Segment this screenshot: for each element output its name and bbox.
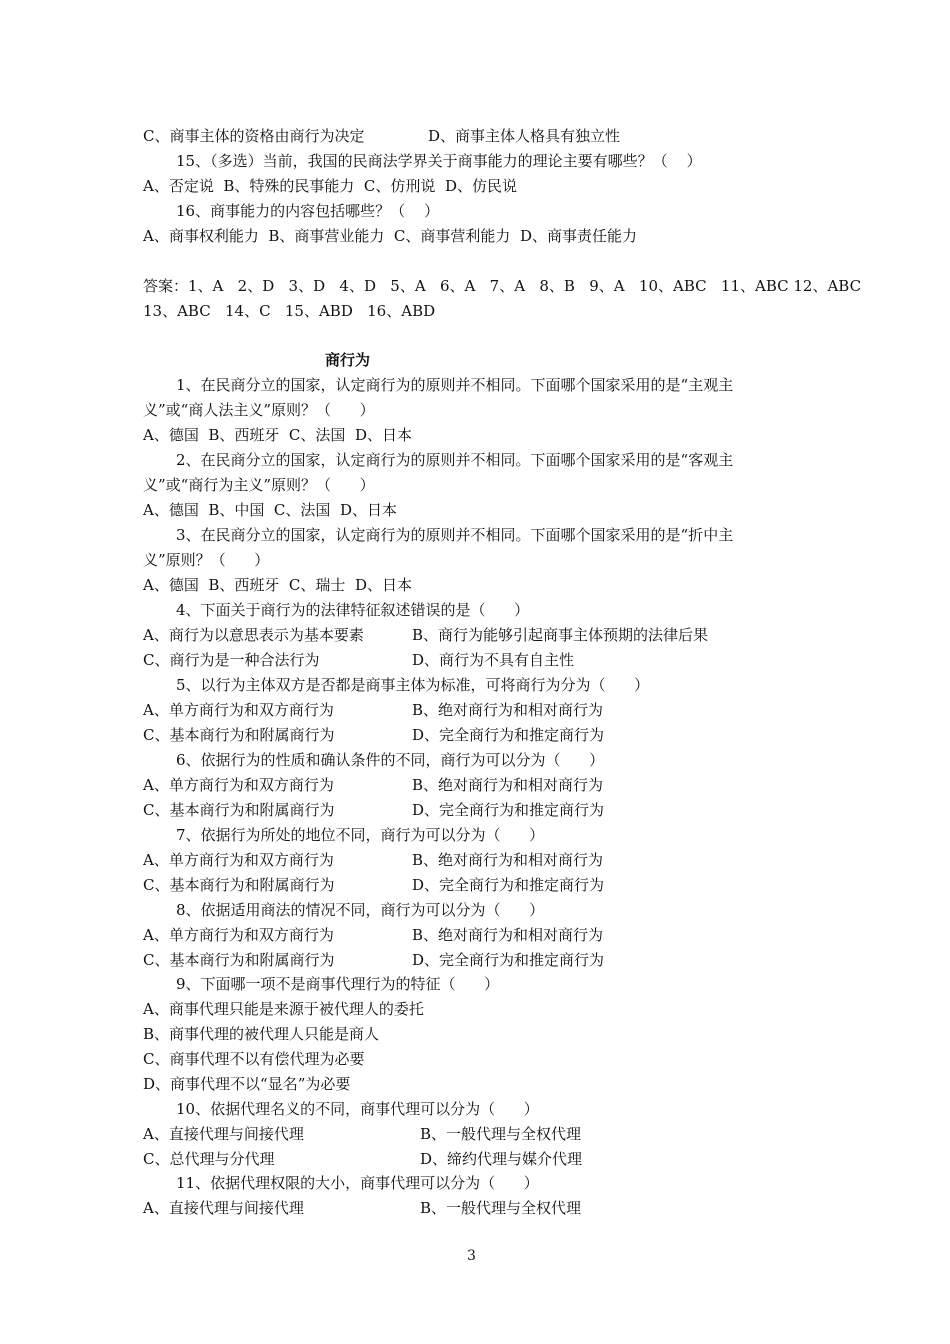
question-5-option-a: A、单方商行为和双方商行为 [143, 701, 334, 719]
question-7-option-d: D、完全商行为和推定商行为 [412, 876, 605, 894]
question-10: 10、依据代理名义的不同，商事代理可以分为（ ） [176, 1100, 539, 1118]
question-7: 7、依据行为所处的地位不同，商行为可以分为（ ） [176, 826, 545, 844]
answer-key-line-2: 13、ABC 14、C 15、ABD 16、ABD [143, 302, 436, 320]
option-line-c: C、商事主体的资格由商行为决定 [143, 127, 365, 145]
question-10-option-b: B、一般代理与全权代理 [420, 1125, 582, 1143]
question-5-option-d: D、完全商行为和推定商行为 [412, 726, 605, 744]
question-4-option-a: A、商行为以意思表示为基本要素 [143, 626, 364, 644]
question-9-option-d: D、商事代理不以“显名”为必要 [143, 1075, 351, 1093]
question-5-option-c: C、基本商行为和附属商行为 [143, 726, 335, 744]
question-8-option-a: A、单方商行为和双方商行为 [143, 926, 334, 944]
question-3-line-1: 3、在民商分立的国家，认定商行为的原则并不相同。下面哪个国家采用的是“折中主 [176, 526, 734, 544]
question-8: 8、依据适用商法的情况不同，商行为可以分为（ ） [176, 901, 545, 919]
question-6-option-d: D、完全商行为和推定商行为 [412, 801, 605, 819]
question-4-option-d: D、商行为不具有自主性 [412, 651, 575, 669]
question-1-line-1: 1、在民商分立的国家，认定商行为的原则并不相同。下面哪个国家采用的是“主观主 [176, 376, 734, 394]
question-4-option-c: C、商行为是一种合法行为 [143, 651, 320, 669]
question-10-option-d: D、缔约代理与媒介代理 [420, 1150, 583, 1168]
question-9-option-a: A、商事代理只能是来源于被代理人的委托 [143, 1000, 424, 1018]
question-10-option-c: C、总代理与分代理 [143, 1150, 275, 1168]
question-15: 15、（多选）当前，我国的民商法学界关于商事能力的理论主要有哪些？（ ） [176, 152, 702, 170]
question-6-option-a: A、单方商行为和双方商行为 [143, 776, 334, 794]
question-1-line-2: 义”或“商人法主义”原则？（ ） [143, 401, 375, 419]
question-9-option-c: C、商事代理不以有偿代理为必要 [143, 1050, 365, 1068]
question-16: 16、商事能力的内容包括哪些？（ ） [176, 202, 440, 220]
question-4: 4、下面关于商行为的法律特征叙述错误的是（ ） [176, 601, 530, 619]
question-9-option-b: B、商事代理的被代理人只能是商人 [143, 1025, 380, 1043]
question-11-option-a: A、直接代理与间接代理 [143, 1199, 304, 1217]
answer-key-line-1: 答案：1、A 2、D 3、D 4、D 5、A 6、A 7、A 8、B 9、A 10、ABC 11、ABC 12、ABC [143, 277, 862, 295]
option-line-d: D、商事主体人格具有独立性 [428, 127, 621, 145]
question-8-option-d: D、完全商行为和推定商行为 [412, 951, 605, 969]
question-3-line-2: 义”原则？（ ） [143, 551, 270, 569]
question-2-line-2: 义”或“商行为主义”原则？（ ） [143, 476, 375, 494]
question-5-option-b: B、绝对商行为和相对商行为 [412, 701, 604, 719]
question-11-option-b: B、一般代理与全权代理 [420, 1199, 582, 1217]
question-11: 11、依据代理权限的大小，商事代理可以分为（ ） [176, 1174, 539, 1192]
question-15-options: A、否定说 B、特殊的民事能力 C、仿刑说 D、仿民说 [143, 177, 517, 195]
question-7-option-a: A、单方商行为和双方商行为 [143, 851, 334, 869]
question-1-options: A、德国 B、西班牙 C、法国 D、日本 [143, 426, 412, 444]
question-3-options: A、德国 B、西班牙 C、瑞士 D、日本 [143, 576, 412, 594]
question-6: 6、依据行为的性质和确认条件的不同，商行为可以分为（ ） [176, 751, 605, 769]
question-4-option-b: B、商行为能够引起商事主体预期的法律后果 [412, 626, 709, 644]
question-6-option-c: C、基本商行为和附属商行为 [143, 801, 335, 819]
page-number: 3 [467, 1248, 476, 1264]
question-10-option-a: A、直接代理与间接代理 [143, 1125, 304, 1143]
question-8-option-c: C、基本商行为和附属商行为 [143, 951, 335, 969]
question-9: 9、下面哪一项不是商事代理行为的特征（ ） [176, 975, 500, 993]
section-title: 商行为 [325, 351, 371, 369]
question-16-options: A、商事权利能力 B、商事营业能力 C、商事营利能力 D、商事责任能力 [143, 227, 637, 245]
question-7-option-b: B、绝对商行为和相对商行为 [412, 851, 604, 869]
question-6-option-b: B、绝对商行为和相对商行为 [412, 776, 604, 794]
question-7-option-c: C、基本商行为和附属商行为 [143, 876, 335, 894]
question-5: 5、以行为主体双方是否都是商事主体为标准，可将商行为分为（ ） [176, 676, 650, 694]
question-8-option-b: B、绝对商行为和相对商行为 [412, 926, 604, 944]
question-2-options: A、德国 B、中国 C、法国 D、日本 [143, 501, 397, 519]
question-2-line-1: 2、在民商分立的国家，认定商行为的原则并不相同。下面哪个国家采用的是“客观主 [176, 451, 734, 469]
